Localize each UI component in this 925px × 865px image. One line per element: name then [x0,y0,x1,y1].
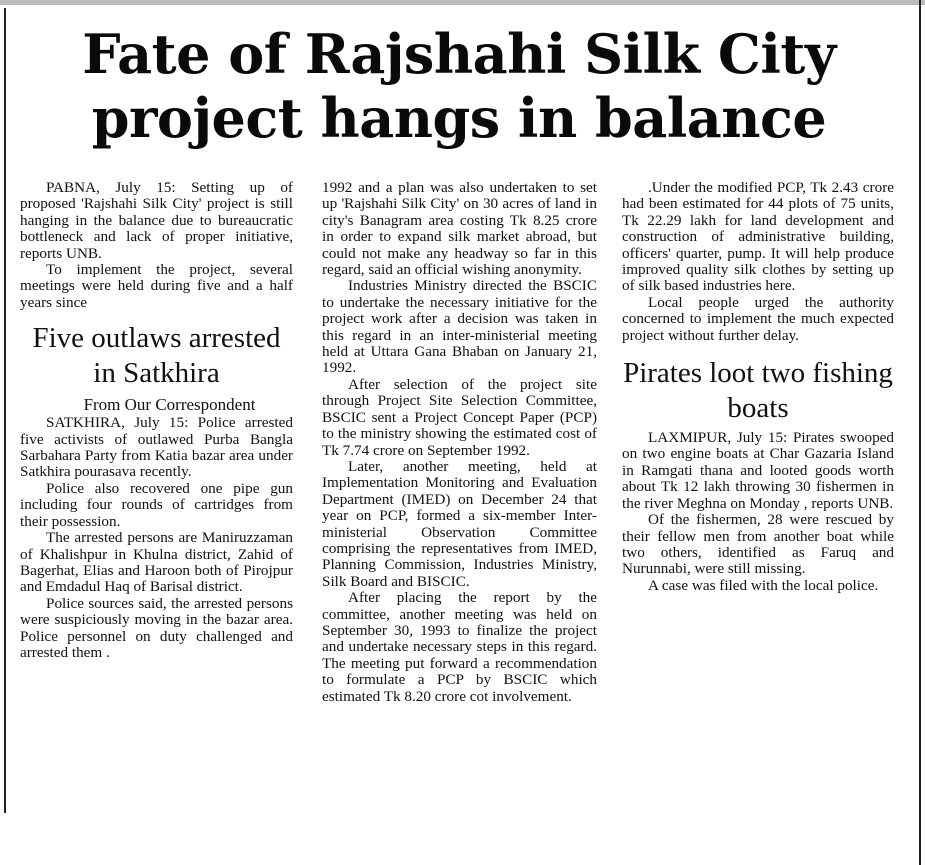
pirates-headline: Pirates loot two fishing boats [623,357,893,425]
column-1 [20,180,293,661]
outlaws-paragraph: Police sources said, the arrested persons were suspiciously moving in the bazar area. Police personnel on duty challenged and arrested them . [20,594,293,661]
outlaws-headline: Five outlaws arrested in Satkhira [32,322,281,390]
main-story-paragraph: .Under the modified PCP, Tk 2.43 crore had been estimated for 44 plots of 75 units, Tk 22.29 lakh for land development and construction of administrative building, officers' quarter, pump. It will help produce improved quality silk clothes by setting up of silk based industries here. [622,179,894,295]
pirates-paragraph: Of the fishermen, 28 were rescued by their fellow men from another boat while two others, identified as Faruq and Nurunnabi, were still missing. [622,511,894,578]
right-border-rule [919,0,921,865]
outlaws-paragraph: SATKHIRA, July 15: Police arrested five activists of outlawed Purba Bangla Sarbahara Party from Katia bazar area under Satkhira pourasava recently. [20,414,293,481]
outlaws-byline: From Our Correspondent [83,395,256,415]
outlaws-paragraph: The arrested persons are Maniruzzaman of Khalishpur in Khulna district, Zahid of Bagerhat, Elias and Haroon both of Pirojpur and Emdadul Haq of Barisal district. [20,529,293,596]
main-story-paragraph: Local people urged the authority concerned to implement the much expected project without further delay. [622,293,894,344]
main-headline: Fate of Rajshahi Silk City project hangs in balance [82,22,836,150]
main-story-paragraph: After placing the report by the committee, another meeting was held on September 30, 1993 to finalize the project and undertake necessary steps in this regard. The meeting put forward a recommendation to formulate a PCP by BSCIC which estimated Tk 8.20 crore cot involvement. [322,589,597,705]
outlaws-paragraph: Police also recovered one pipe gun including four rounds of cartridges from their possession. [20,479,293,530]
main-story-paragraph: Industries Ministry directed the BSCIC to undertake the necessary initiative for the project work after a decision was taken in this regard in an inter-ministerial meeting held at Uttara Gana Bhaban on January 21, 1992. [322,277,597,377]
main-story-paragraph: To implement the project, several meetings were held during five and a half years since [20,261,293,311]
left-border-rule [4,8,6,813]
top-rule [0,0,925,5]
column-2 [322,180,597,705]
pirates-paragraph: A case was filed with the local police. [648,576,879,594]
column-3 [622,180,894,594]
pirates-paragraph: LAXMIPUR, July 15: Pirates swooped on two engine boats at Char Gazaria Island in Ramgati thana and looted goods worth about Tk 12 lakh throwing 30 fishermen in the river Meghna on Monday , reports UNB. [622,429,894,512]
main-story-paragraph: 1992 and a plan was also undertaken to set up 'Rajshahi Silk City' on 30 acres of land in city's Banagram area costing Tk 8.25 crore in order to expand silk market abroad, but could not make any headway so far in this regard, said an official wishing anonymity. [322,179,597,279]
main-story-paragraph: Later, another meeting, held at Implementation Monitoring and Evaluation Department (IMED) on December 24 that year on PCP, formed a six-member Inter-ministerial Observation Committee comprising the representatives from IMED, Planning Commission, Industries Ministry, Silk Board and BISCIC. [322,457,597,590]
main-story-paragraph: After selection of the project site through Project Site Selection Committee, BSCIC sent a Project Concept Paper (PCP) to the ministry showing the estimated cost of Tk 7.74 crore on September 1992. [322,375,597,459]
main-story-paragraph: PABNA, July 15: Setting up of proposed 'Rajshahi Silk City' project is still hanging in the balance due to bureaucratic bottleneck and lack of proper initiative, reports UNB. [20,179,293,262]
